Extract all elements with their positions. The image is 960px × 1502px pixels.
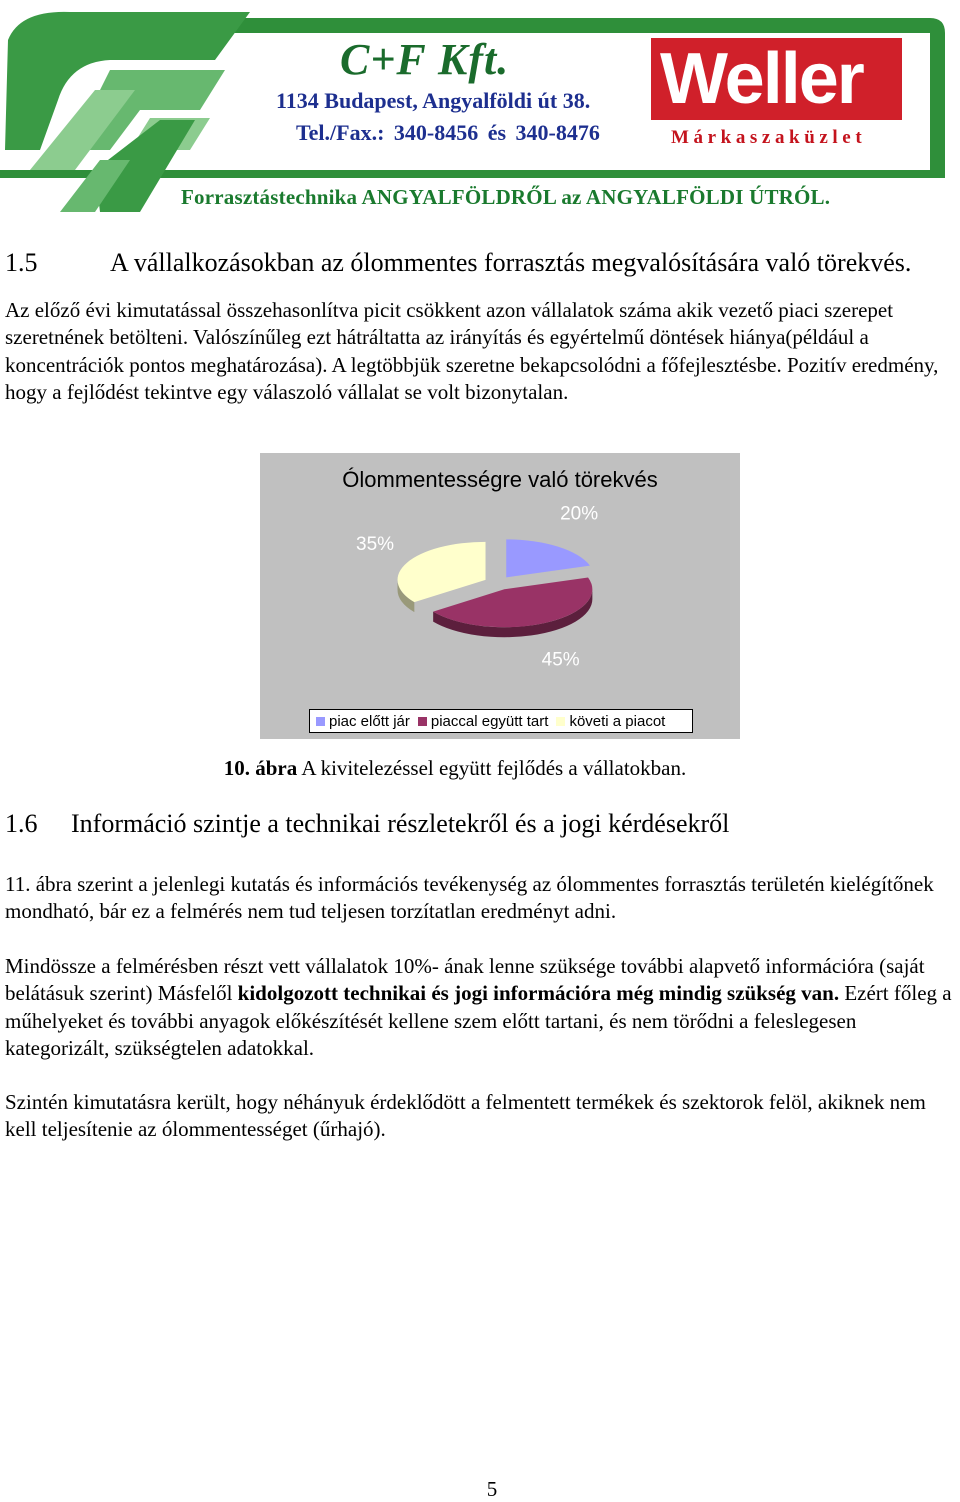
section-1-5-paragraph: Az előző évi kimutatással összehasonlítva picit csökkent azon vállalatok száma akik vezető piaci szerepet szeretnének betölteni. Valószínűleg ezt hátráltatta az irányítás és egyértelmű döntések hiánya(például a koncentrációk pontos meghatározása). A legtöbbjük szeretne bekapcsolódni a főfejlesztésbe. Pozitív eredmény, hogy a fejlődést tekintve egy válaszoló vállalat se volt bizonytalan. bbox=[5, 298, 939, 404]
section-number: 1.6 bbox=[5, 809, 38, 838]
company-name: C+F Kft. bbox=[340, 35, 510, 84]
page-number: 5 bbox=[486, 1477, 498, 1501]
figure-caption bbox=[0, 756, 910, 781]
pie-value-label: 35% bbox=[356, 533, 395, 555]
letterhead bbox=[0, 0, 960, 222]
legend-label: követi a piacot bbox=[569, 712, 666, 730]
pie-slice-piac-előtt-jár bbox=[506, 539, 590, 577]
pie-value-label: 45% bbox=[541, 649, 580, 671]
paragraph-text: Ezért főleg a műhelyeket és további anyagok előkészítését kellene szem előtt tartani, és nem törődni a feleslegesen kategorizált, szükségtelen adatokkal. bbox=[5, 981, 952, 1060]
paragraph-emphasis: kidolgozott technikai és jogi információra még mindig szükség van. bbox=[237, 981, 840, 1006]
company-address: 1134 Budapest, Angyalföldi út 38. bbox=[276, 88, 591, 113]
legend-swatch bbox=[316, 717, 325, 726]
company-phone: Tel./Fax.: 340-8456 és 340-8476 bbox=[296, 120, 600, 145]
legend-label: piac előtt jár bbox=[329, 712, 410, 730]
section-1-6-paragraph-3: Szintén kimutatásra került, hogy néhányuk érdeklődött a felmentett termékek és szektorok felöl, akiknek nem kell teljesítenie az ólommentességet (űrhajó). bbox=[5, 1090, 926, 1142]
pie-chart-plot bbox=[260, 453, 740, 739]
legend-item bbox=[556, 713, 665, 730]
section-number: 1.5 bbox=[5, 248, 38, 277]
weller-logo: Weller bbox=[660, 39, 863, 119]
legend-swatch bbox=[556, 717, 565, 726]
legend-label: piaccal együtt tart bbox=[430, 712, 549, 730]
chart-title: Ólommentességre való törekvés bbox=[342, 467, 658, 492]
figure-caption-text: A kivitelezéssel együtt fejlődés a vállatokban. bbox=[297, 756, 687, 780]
legend-swatch bbox=[418, 717, 427, 726]
pie-value-label: 20% bbox=[560, 503, 599, 525]
section-title: A vállalkozásokban az ólommentes forrasztás megvalósítására való törekvés. bbox=[110, 248, 912, 277]
weller-subtitle: Márkaszaküzlet bbox=[671, 127, 867, 148]
section-1-6-paragraph-1: 11. ábra szerint a jelenlegi kutatás és információs tevékenység az ólommentes forrasztás területén kielégítőnek mondható, bár ez a felmérés nem tud teljesen torzítatlan eredményt adni. bbox=[5, 872, 934, 924]
company-slogan: Forrasztástechnika ANGYALFÖLDRŐL az ANGYALFÖLDI ÚTRÓL. bbox=[181, 185, 831, 209]
paragraph-text: Mindössze a felmérésben részt vett vállalatok 10%- ának lenne szüksége további alapvető információra (saját belátásuk szerint) Másfelől bbox=[5, 954, 925, 1006]
figure-caption-label: 10. ábra bbox=[223, 756, 298, 780]
legend-item bbox=[316, 713, 410, 730]
legend-item bbox=[418, 713, 549, 730]
section-title: Információ szintje a technikai részletekről és a jogi kérdésekről bbox=[71, 809, 730, 838]
pie-chart bbox=[260, 453, 740, 739]
chart-legend bbox=[309, 709, 693, 733]
section-1-6-paragraph-2 bbox=[5, 953, 955, 1062]
pie-slice-követi-a-piacot bbox=[398, 542, 486, 602]
